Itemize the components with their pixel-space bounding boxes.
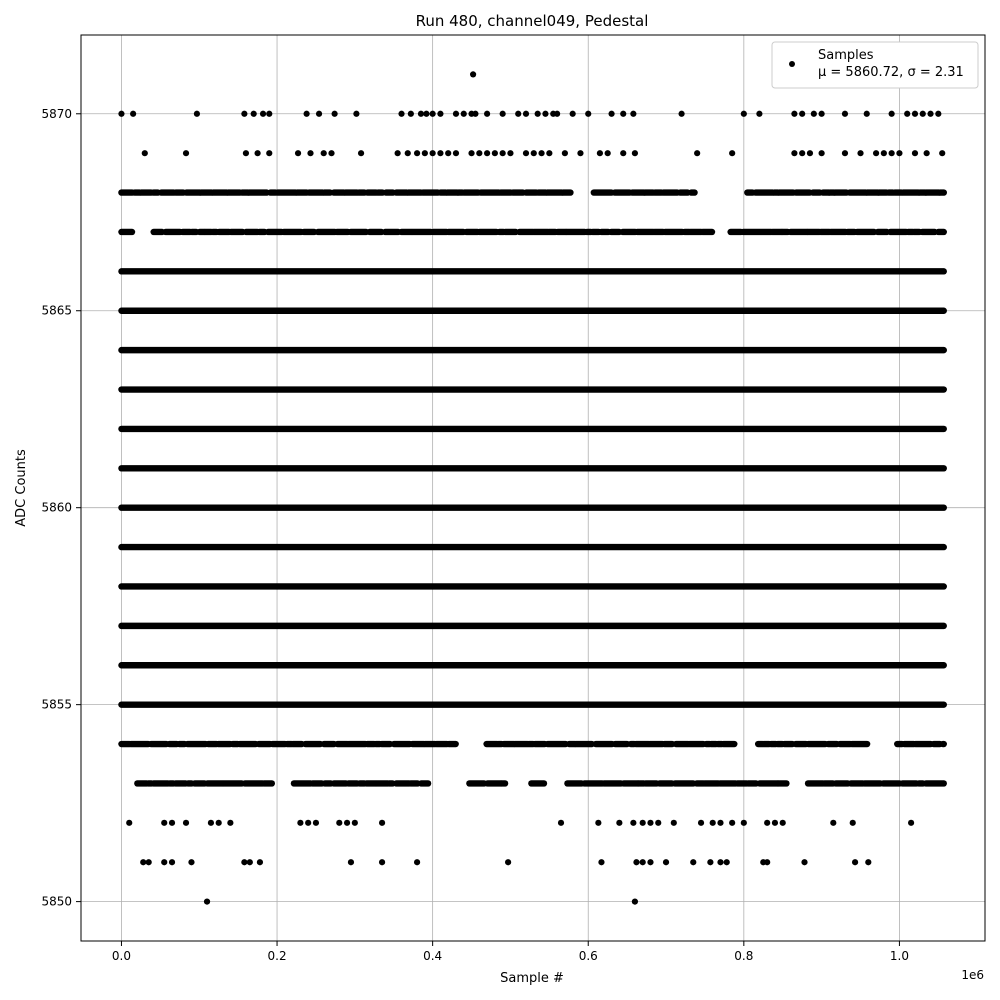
x-tick-label: 1.0 — [889, 949, 909, 963]
y-tick-label: 5870 — [41, 106, 72, 121]
sample-point — [850, 820, 856, 826]
sample-point — [632, 899, 638, 905]
sample-point — [241, 111, 247, 117]
sample-point — [632, 150, 638, 156]
sample-point — [678, 111, 684, 117]
chart-title: Run 480, channel049, Pedestal — [415, 12, 649, 30]
sample-point — [811, 111, 817, 117]
sample-point — [764, 859, 770, 865]
sample-point — [188, 859, 194, 865]
data-points — [118, 71, 945, 904]
sample-point — [453, 150, 459, 156]
sample-point — [140, 859, 146, 865]
sample-point — [616, 820, 622, 826]
sample-point — [523, 150, 529, 156]
sample-point — [799, 150, 805, 156]
sample-point — [729, 820, 735, 826]
sample-point — [307, 150, 313, 156]
sample-point — [169, 859, 175, 865]
sample-point — [801, 859, 807, 865]
sample-point — [896, 150, 902, 156]
sample-point — [241, 859, 247, 865]
sample-point — [562, 150, 568, 156]
sample-point — [912, 111, 918, 117]
sample-point — [620, 111, 626, 117]
sample-point — [698, 820, 704, 826]
sample-point — [395, 150, 401, 156]
plot-frame — [81, 35, 985, 941]
sample-point — [257, 859, 263, 865]
sample-point — [476, 150, 482, 156]
sample-point — [216, 820, 222, 826]
sample-point — [484, 111, 490, 117]
legend-annotation: μ = 5860.72, σ = 2.31 — [818, 65, 964, 80]
y-axis-label: ADC Counts — [14, 449, 29, 527]
sample-point — [570, 111, 576, 117]
sample-point — [927, 111, 933, 117]
sample-point — [126, 820, 132, 826]
sample-point — [939, 150, 945, 156]
sample-point — [348, 859, 354, 865]
sample-point — [799, 111, 805, 117]
sample-point — [633, 859, 639, 865]
sample-point — [908, 820, 914, 826]
x-tick-label: 0.4 — [423, 949, 443, 963]
sample-point — [422, 150, 428, 156]
legend-marker — [789, 61, 795, 67]
sample-point — [535, 111, 541, 117]
sample-point — [408, 111, 414, 117]
sample-point — [437, 111, 443, 117]
sample-point — [756, 111, 762, 117]
x-tick-label: 0.8 — [734, 949, 754, 963]
sample-point — [461, 111, 467, 117]
sample-point — [247, 859, 253, 865]
sample-point — [717, 859, 723, 865]
sample-point — [857, 150, 863, 156]
sample-point — [414, 859, 420, 865]
x-tick-label: 0.2 — [267, 949, 287, 963]
sample-point — [183, 150, 189, 156]
sample-point — [780, 820, 786, 826]
sample-point — [423, 111, 429, 117]
x-axis-offset-label: 1e6 — [961, 968, 984, 982]
x-tick-label: 0.6 — [578, 949, 598, 963]
sample-point — [254, 150, 260, 156]
sample-point — [554, 111, 560, 117]
y-tick-label: 5865 — [41, 303, 72, 318]
sample-point — [671, 820, 677, 826]
sample-point — [741, 111, 747, 117]
sample-point — [418, 111, 424, 117]
y-tick-label: 5855 — [41, 697, 72, 712]
sample-point — [505, 859, 511, 865]
sample-point — [266, 150, 272, 156]
sample-point — [353, 111, 359, 117]
sample-point — [472, 111, 478, 117]
sample-point — [904, 111, 910, 117]
sample-point — [598, 859, 604, 865]
sample-point — [321, 150, 327, 156]
sample-point — [920, 111, 926, 117]
sample-point — [819, 150, 825, 156]
sample-point — [595, 820, 601, 826]
sample-point — [266, 111, 272, 117]
legend — [772, 42, 978, 88]
sample-point — [640, 859, 646, 865]
sample-point — [142, 150, 148, 156]
sample-point — [500, 150, 506, 156]
sample-point — [873, 150, 879, 156]
legend-series-name: Samples — [818, 48, 874, 63]
sample-point — [470, 71, 476, 77]
sample-point — [194, 111, 200, 117]
sample-point — [912, 150, 918, 156]
sample-point — [597, 150, 603, 156]
sample-point — [772, 820, 778, 826]
sample-point — [830, 820, 836, 826]
sample-point — [379, 820, 385, 826]
sample-point — [468, 150, 474, 156]
grid — [81, 35, 985, 941]
sample-point — [647, 820, 653, 826]
sample-point — [729, 150, 735, 156]
sample-point — [405, 150, 411, 156]
sample-point — [881, 150, 887, 156]
sample-point — [842, 150, 848, 156]
sample-point — [741, 820, 747, 826]
sample-point — [608, 111, 614, 117]
y-tick-label: 5860 — [41, 500, 72, 515]
sample-point — [647, 859, 653, 865]
x-axis-label: Sample # — [500, 971, 564, 986]
sample-point — [243, 150, 249, 156]
sample-point — [924, 150, 930, 156]
sample-point — [889, 150, 895, 156]
sample-point — [161, 820, 167, 826]
sample-point — [935, 111, 941, 117]
y-axis-ticks — [41, 107, 81, 909]
sample-point — [558, 820, 564, 826]
x-tick-label: 0.0 — [111, 949, 132, 963]
sample-point — [336, 820, 342, 826]
sample-point — [352, 820, 358, 826]
sample-point — [208, 820, 214, 826]
sample-point — [332, 111, 338, 117]
sample-point — [807, 150, 813, 156]
sample-point — [358, 150, 364, 156]
sample-point — [791, 150, 797, 156]
sample-point — [852, 859, 858, 865]
sample-point — [507, 150, 513, 156]
sample-point — [724, 859, 730, 865]
sample-point — [819, 111, 825, 117]
sample-point — [889, 111, 895, 117]
sample-point — [710, 820, 716, 826]
sample-point — [690, 859, 696, 865]
sample-point — [183, 820, 189, 826]
sample-point — [640, 820, 646, 826]
sample-point — [379, 859, 385, 865]
sample-point — [445, 150, 451, 156]
sample-point — [865, 859, 871, 865]
sample-point — [169, 820, 175, 826]
sample-point — [694, 150, 700, 156]
sample-point — [313, 820, 319, 826]
sample-point — [585, 111, 591, 117]
sample-point — [515, 111, 521, 117]
sample-point — [542, 111, 548, 117]
sample-point — [437, 150, 443, 156]
sample-point — [538, 150, 544, 156]
sample-point — [523, 111, 529, 117]
sample-point — [546, 150, 552, 156]
sample-point — [260, 111, 266, 117]
sample-point — [484, 150, 490, 156]
sample-point — [316, 111, 322, 117]
sample-point — [398, 111, 404, 117]
sample-point — [630, 820, 636, 826]
sample-point — [304, 111, 310, 117]
sample-point — [655, 820, 661, 826]
sample-point — [414, 150, 420, 156]
x-axis-ticks — [112, 941, 909, 963]
sample-point — [161, 859, 167, 865]
sample-point — [531, 150, 537, 156]
sample-point — [864, 111, 870, 117]
sample-point — [663, 859, 669, 865]
sample-point — [118, 111, 124, 117]
sample-point — [605, 150, 611, 156]
y-tick-label: 5850 — [41, 894, 72, 909]
sample-point — [791, 111, 797, 117]
sample-point — [717, 820, 723, 826]
sample-point — [577, 150, 583, 156]
sample-point — [630, 111, 636, 117]
sample-point — [328, 150, 334, 156]
sample-point — [764, 820, 770, 826]
sample-point — [295, 150, 301, 156]
sample-point — [492, 150, 498, 156]
sample-point — [453, 111, 459, 117]
sample-point — [430, 111, 436, 117]
sample-point — [842, 111, 848, 117]
sample-point — [430, 150, 436, 156]
sample-point — [146, 859, 152, 865]
sample-point — [620, 150, 626, 156]
sample-point — [344, 820, 350, 826]
sample-point — [707, 859, 713, 865]
sample-point — [500, 111, 506, 117]
sample-point — [227, 820, 233, 826]
sample-point — [297, 820, 303, 826]
sample-point — [204, 899, 210, 905]
sample-point — [251, 111, 257, 117]
sample-point — [130, 111, 136, 117]
sample-point — [305, 820, 311, 826]
